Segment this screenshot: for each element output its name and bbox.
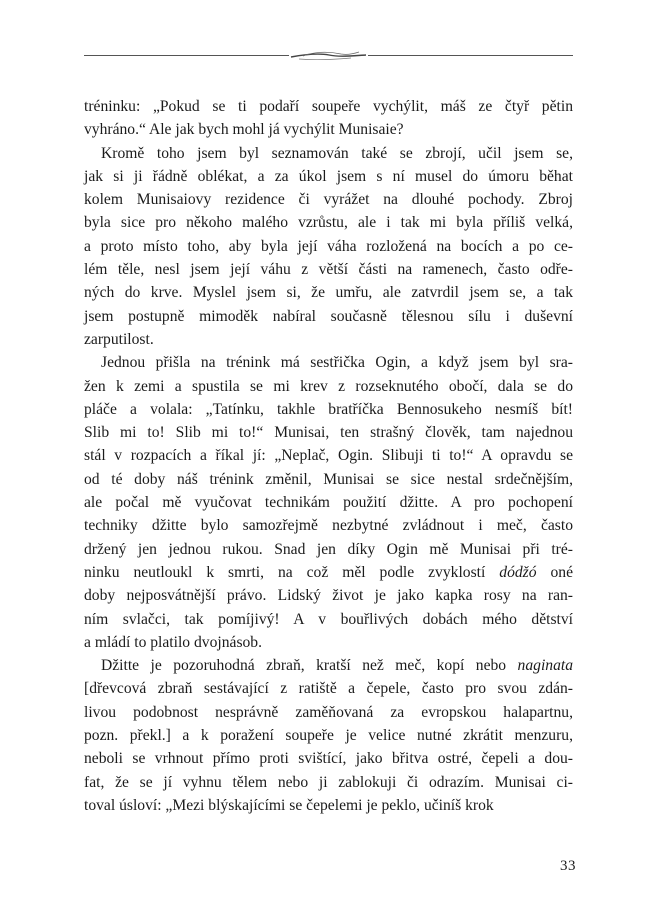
text-line: neboli se vrhnout přímo proti svištící, jako břitva ostré, čepeli a dou- [84, 750, 573, 768]
text-line: od té doby náš trénink změnil, Munisai se sice nestal srdečnějším, [84, 470, 573, 488]
text-line: Slib mi to! Slib mi to!“ Munisai, ten strašný člověk, tam najednou [84, 424, 573, 442]
text-line: doby nejposvátnější právo. Lidský život je jako kapka rosy na ran- [84, 587, 573, 605]
text-line: zarputilost. [84, 330, 154, 348]
text-line: toval úsloví: „Mezi blýskajícími se čepelemi je peklo, učiníš krok [84, 796, 494, 814]
header-rule-left [84, 55, 289, 56]
text-line: techniky džitte bylo samozřejmě nezbytné zvládnout i meč, často [84, 517, 573, 535]
text-line: fat, že se jí vyhnu tělem nebo ji zablokuji či odrazím. Munisai ci- [84, 773, 573, 791]
paragraph [84, 351, 573, 654]
page-number: 33 [560, 858, 576, 874]
paragraph [84, 142, 573, 352]
text-line: stál v rozpacích a říkal jí: „Neplač, Ogin. Slibuji ti to!“ A opravdu se [84, 447, 573, 465]
text-line: [dřevcová zbraň sestávající z ratiště a čepele, často pro svou zdán- [84, 680, 573, 698]
text-line: a mládí to platilo dvojnásob. [84, 633, 263, 651]
text-line: vyhráno.“ Ale jak bych mohl já vychýlit Munisaie? [84, 121, 404, 139]
text-line: pláče a volala: „Tatínku, takhle bratříčka Bennosukeho nesmíš bít! [84, 400, 573, 418]
paragraph [84, 654, 573, 817]
text-line: ním svlačci, tak pomíjivý! A v bouřlivých dobách mého dětství [84, 610, 573, 628]
text-line: ných do krve. Myslel jsem si, že umřu, ale zatvrdil jsem se, a tak [84, 284, 573, 302]
page-body-text [84, 95, 573, 817]
paragraph [84, 95, 573, 142]
text-line: jak si ji řádně oblékat, a za úkol jsem s ní musel do úmoru běhat [84, 167, 573, 185]
text-line: Kromě toho jsem byl seznamován také se zbrojí, učil jsem se, [101, 144, 573, 162]
header-rule-right [368, 55, 573, 56]
text-line: Džitte je pozoruhodná zbraň, kratší než meč, kopí nebo naginata [101, 657, 573, 675]
text-line: kolem Munisaiovy rezidence či vyrážet na dlouhé pochody. Zbroj [84, 191, 573, 209]
text-line: ale počal mě vyučovat technikám použití džitte. A pro pochopení [84, 494, 573, 512]
text-line: tréninku: „Pokud se ti podaří soupeře vychýlit, máš ze čtyř pětin [84, 98, 573, 115]
header-ornament-rule [84, 46, 573, 66]
text-line: Jednou přišla na trénink má sestřička Ogin, a když jsem byl sra- [101, 354, 573, 372]
text-line: ninku neutloukl k smrti, na což měl podle zvyklostí dódžó oné [84, 563, 573, 581]
text-line: a proto místo toho, aby byla její váha rozložená na bocích a po ce- [84, 237, 573, 255]
text-line: pozn. překl.] a k poražení soupeře je velice nutné zkrátit menzuru, [84, 727, 573, 745]
text-line: lém těle, nesl jsem její váhu z větší části na ramenech, často odře- [84, 261, 573, 279]
flourish-ornament-icon [289, 48, 368, 64]
text-line: držený jen jednou rukou. Snad jen díky Ogin mě Munisai při tré- [84, 540, 573, 558]
text-line: žen k zemi a spustila se mi krev z rozseknutého obočí, dala se do [84, 377, 573, 395]
text-line: byla sice pro někoho malého vzrůstu, ale i tak mi byla příliš velká, [84, 214, 573, 232]
text-line: jsem postupně mimoděk nabíral současně tělesnou sílu i duševní [84, 307, 573, 325]
text-line: livou podobnost nesprávně zaměňovaná za evropskou halapartnu, [84, 703, 573, 721]
